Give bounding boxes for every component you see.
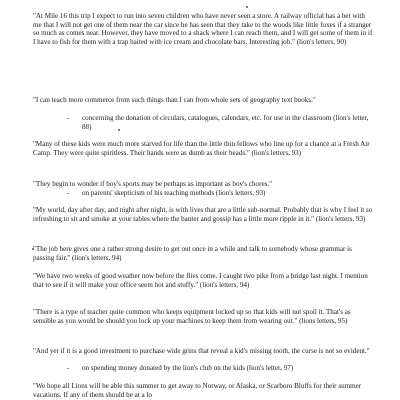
dash-bullet: - — [67, 364, 70, 372]
quote-context-note — [67, 189, 372, 198]
dash-bullet: - — [67, 114, 70, 122]
scan-speck — [246, 6, 248, 8]
quote-paragraph: "We hope all Lions will be able this summer to get away to Norway, or Alaska, or Scarboro Bluffs for their summer vacations. If any of them should be at a lo — [33, 382, 362, 399]
quote-context-note — [67, 364, 372, 373]
quote-paragraph: "They begin to wonder if boy's sports may be perhaps as important as boy's chores." — [33, 180, 273, 188]
quote-paragraph: "We have two weeks of good weather now before the flies come. I caught two pike from a bridge last night. I mention that to see if it will make your office seem hot and stuffy." (lion's letters, 94) — [33, 272, 368, 289]
quote-context-note — [67, 114, 372, 131]
quote-paragraph: "At Mile 16 this trip I expect to run into seven children who have never seen a store. A railway official has a bet with me that I will not get one of them near the car since he has seen that they take to the woods like little foxes if a stranger so much as comes near. However, they have moved to a shack where I can reach them, and I will get some of them in if I have to fish for them with a trap baited with ice cream and chocolate bars. Interesting job." (lion's letters, 90) — [33, 12, 373, 46]
dash-bullet: - — [67, 189, 70, 197]
quote-context-text: concerning the donation of circulars, catalogues, calendars, etc. for use in the classroom (lion's letter, 88) — [82, 114, 369, 131]
quote-context-text: on parents' skepticism of his teaching methods (lion's letters, 93) — [82, 189, 266, 197]
quote-context-text: on spending money donated by the lion's club on the kids (lion's letter, 97) — [82, 364, 294, 372]
quote-paragraph: "There is a type of teacher quite common who keeps equipment locked up so that kids will not spoil it. That's as sensible as you would be should you lock up your machines to keep them from wearing out." (lions letters, 95) — [33, 308, 351, 325]
quote-paragraph: "Many of these kids were much more starved for life than the little thin fellows who line up for a chance at a Fresh Air Camp. They were quite spiritless. Their hands were as dumb as their heads." (lion's letters, 93) — [33, 140, 370, 157]
quote-paragraph: "The job here gives one a rather strong desire to get out once in a while and talk to somebody whose grammar is passing fair." (lion's letters, 94) — [33, 245, 352, 262]
quote-paragraph: "And yet if it is a good investment to purchase wide grins that reveal a kid's missing tooth, the curse is not so evident." — [33, 347, 370, 355]
quote-paragraph: "I can teach more commerce from such things than I can from whole sets of geography text books." — [33, 96, 316, 104]
quote-paragraph: "My world, day after day, and night after night, is with lives that are a little sub-normal. Probably that is why I feel it so refreshing to sit and smoke at your tables where the banter and gossip has a little more ripple in it." (lion's letters, 93) — [33, 206, 373, 223]
